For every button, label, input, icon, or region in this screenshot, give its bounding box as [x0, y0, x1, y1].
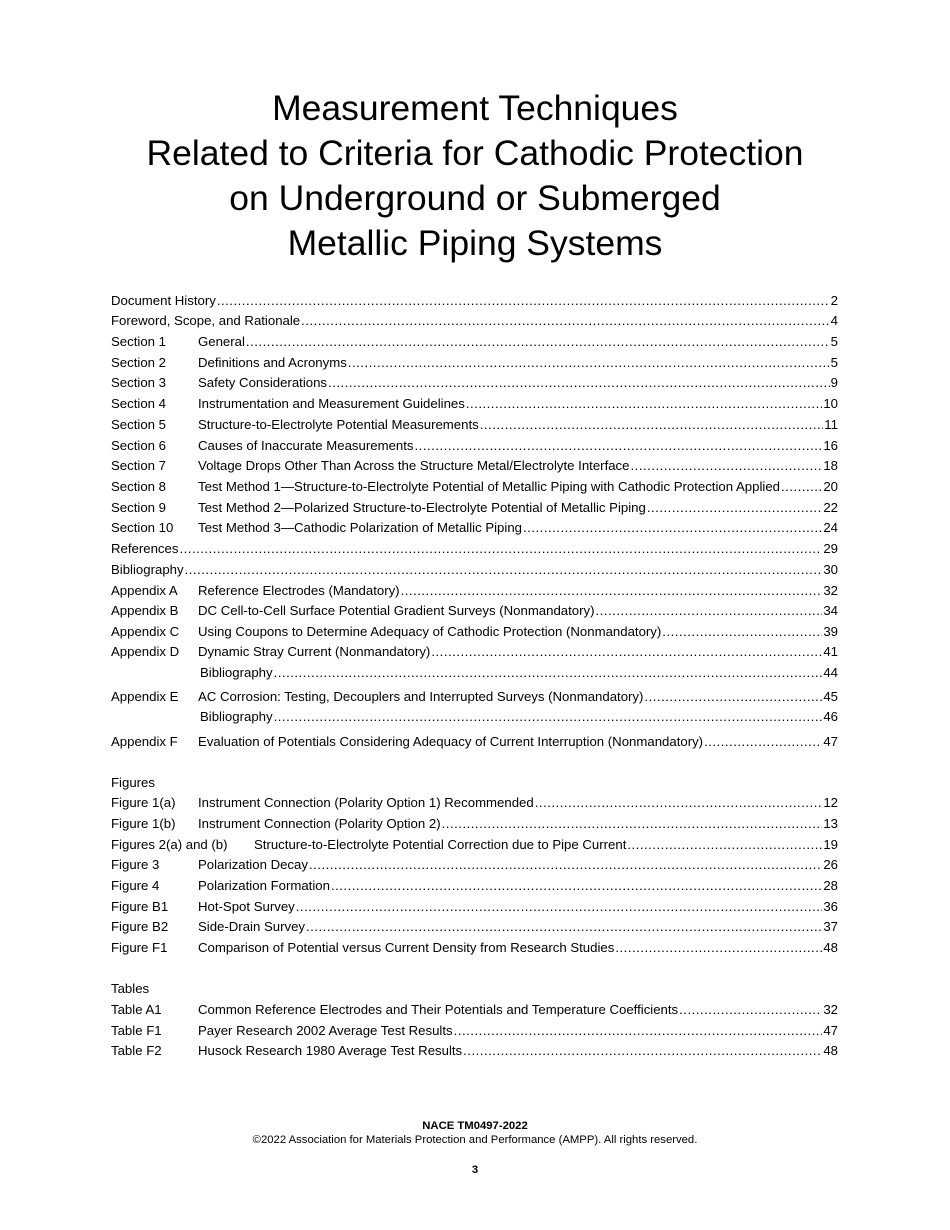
entry-title: Comparison of Potential versus Current Density from Research Studies	[198, 940, 615, 955]
entry-title: Common Reference Electrodes and Their Potentials and Temperature Coefficients	[198, 1002, 679, 1017]
figure-entry[interactable]	[111, 877, 838, 895]
entry-title: Bibliography	[200, 709, 273, 724]
dot-leader	[466, 395, 823, 413]
dot-leader	[627, 836, 822, 854]
dot-leader	[781, 478, 822, 496]
copyright-notice: ©2022 Association for Materials Protection and Performance (AMPP). All rights reserved.	[252, 1134, 698, 1146]
toc-entry[interactable]	[111, 561, 838, 579]
entry-title: Safety Considerations	[198, 375, 328, 390]
figure-entry[interactable]	[111, 918, 838, 936]
entry-label: Appendix F	[111, 734, 178, 749]
entry-title: Husock Research 1980 Average Test Results	[198, 1043, 463, 1058]
entry-page-number: 2	[830, 293, 838, 308]
toc-entry[interactable]	[111, 457, 838, 475]
entry-page-number: 46	[823, 709, 838, 724]
toc-entry[interactable]	[111, 519, 838, 537]
dot-leader	[415, 437, 823, 455]
entry-label: Figures 2(a) and (b)	[111, 837, 228, 852]
entry-page-number: 36	[823, 899, 838, 914]
dot-leader	[679, 1001, 822, 1019]
entry-page-number: 32	[823, 1002, 838, 1017]
dot-leader	[274, 664, 823, 682]
entry-page-number: 13	[823, 816, 838, 831]
dot-leader	[179, 540, 822, 558]
dot-leader	[348, 354, 830, 372]
entry-page-number: 30	[823, 562, 838, 577]
dot-leader	[535, 794, 823, 812]
dot-leader	[185, 561, 823, 579]
toc-entry[interactable]	[111, 540, 838, 558]
title-line: Measurement Techniques	[272, 88, 678, 128]
entry-page-number: 39	[823, 624, 838, 639]
tables-heading: Tables	[111, 981, 150, 996]
entry-title: Using Coupons to Determine Adequacy of Cathodic Protection (Nonmandatory)	[198, 624, 662, 639]
entry-page-number: 48	[823, 1043, 838, 1058]
dot-leader	[301, 312, 830, 330]
toc-entry[interactable]	[111, 478, 838, 496]
figures-heading: Figures	[111, 775, 155, 790]
entry-label: Table F1	[111, 1023, 162, 1038]
entry-title: Side-Drain Survey	[198, 919, 306, 934]
entry-label: Figure 1(b)	[111, 816, 176, 831]
entry-page-number: 9	[830, 375, 838, 390]
entry-label: Section 10	[111, 520, 174, 535]
entry-page-number: 19	[823, 837, 838, 852]
dot-leader	[704, 733, 822, 751]
table-entry[interactable]	[111, 1022, 838, 1040]
entry-page-number: 29	[823, 541, 838, 556]
entry-title: Payer Research 2002 Average Test Results	[198, 1023, 453, 1038]
entry-page-number: 37	[823, 919, 838, 934]
entry-title: Voltage Drops Other Than Across the Structure Metal/Electrolyte Interface	[198, 458, 630, 473]
entry-title: General	[198, 334, 245, 349]
entry-page-number: 41	[823, 644, 838, 659]
dot-leader	[647, 499, 822, 517]
toc-entry[interactable]	[111, 437, 838, 455]
entry-title: Polarization Decay	[198, 857, 308, 872]
entry-page-number: 5	[830, 334, 838, 349]
entry-page-number: 5	[830, 355, 838, 370]
entry-title: Instrument Connection (Polarity Option 1) Recommended	[198, 795, 534, 810]
dot-leader	[615, 939, 822, 957]
entry-page-number: 12	[823, 795, 838, 810]
entry-label: Section 9	[111, 500, 166, 515]
toc-entry[interactable]	[111, 395, 838, 413]
table-entry[interactable]	[111, 1042, 838, 1060]
entry-title: Instrument Connection (Polarity Option 2)	[198, 816, 441, 831]
entry-label: Section 3	[111, 375, 166, 390]
dot-leader	[217, 292, 830, 310]
entry-page-number: 45	[823, 689, 838, 704]
toc-entry[interactable]	[111, 623, 838, 641]
dot-leader	[431, 643, 822, 661]
entry-label: Appendix C	[111, 624, 180, 639]
dot-leader	[309, 856, 822, 874]
entry-page-number: 48	[823, 940, 838, 955]
entry-title: Test Method 1—Structure-to-Electrolyte Potential of Metallic Piping with Cathodic Protection Applied	[198, 479, 780, 494]
toc-entry[interactable]	[111, 333, 838, 351]
dot-leader	[442, 815, 823, 833]
entry-title: Structure-to-Electrolyte Potential Correction due to Pipe Current	[254, 837, 627, 852]
entry-page-number: 26	[823, 857, 838, 872]
entry-page-number: 18	[823, 458, 838, 473]
dot-leader	[480, 416, 824, 434]
title-line: Metallic Piping Systems	[287, 223, 663, 263]
dot-leader	[401, 582, 823, 600]
entry-label: Section 2	[111, 355, 166, 370]
entry-title: Hot-Spot Survey	[198, 899, 295, 914]
entry-label: Table A1	[111, 1002, 162, 1017]
document-title	[0, 86, 950, 266]
entry-label: Figure F1	[111, 940, 168, 955]
entry-title: Evaluation of Potentials Considering Adequacy of Current Interruption (Nonmandatory)	[198, 734, 704, 749]
title-line: Related to Criteria for Cathodic Protection	[146, 133, 804, 173]
toc-entry[interactable]	[111, 499, 838, 517]
entry-title: Structure-to-Electrolyte Potential Measurements	[198, 417, 479, 432]
table-entry[interactable]	[111, 1001, 838, 1019]
entry-label: Figure 1(a)	[111, 795, 176, 810]
entry-page-number: 47	[823, 1023, 838, 1038]
title-line: on Underground or Submerged	[229, 178, 721, 218]
entry-page-number: 24	[823, 520, 838, 535]
entry-title: Dynamic Stray Current (Nonmandatory)	[198, 644, 431, 659]
toc-entry[interactable]	[111, 292, 838, 310]
toc-entry[interactable]	[111, 688, 838, 706]
toc-entry[interactable]	[111, 602, 838, 620]
entry-label: Section 4	[111, 396, 166, 411]
entry-title: Instrumentation and Measurement Guidelines	[198, 396, 465, 411]
entry-title: Definitions and Acronyms	[198, 355, 347, 370]
toc-entry[interactable]	[111, 643, 838, 661]
entry-title: Test Method 2—Polarized Structure-to-Electrolyte Potential of Metallic Piping	[198, 500, 646, 515]
dot-leader	[246, 333, 830, 351]
dot-leader	[296, 898, 823, 916]
toc-entry[interactable]	[111, 582, 838, 600]
dot-leader	[463, 1042, 822, 1060]
entry-label: Appendix D	[111, 644, 180, 659]
dot-leader	[596, 602, 823, 620]
entry-label: Table F2	[111, 1043, 162, 1058]
entry-page-number: 4	[830, 313, 838, 328]
entry-page-number: 20	[823, 479, 838, 494]
toc-entry[interactable]	[111, 664, 838, 682]
entry-label: Section 5	[111, 417, 166, 432]
page-number: 3	[471, 1164, 479, 1176]
toc-entry[interactable]	[111, 416, 838, 434]
dot-leader	[662, 623, 822, 641]
figure-entry[interactable]	[111, 898, 838, 916]
figure-entry[interactable]	[111, 815, 838, 833]
entry-page-number: 44	[823, 665, 838, 680]
entry-page-number: 34	[823, 603, 838, 618]
entry-label: Figure B2	[111, 919, 169, 934]
entry-page-number: 11	[824, 417, 838, 432]
toc-entry[interactable]	[111, 708, 838, 726]
entry-title: Bibliography	[111, 562, 184, 577]
dot-leader	[328, 374, 830, 392]
entry-label: Figure 4	[111, 878, 160, 893]
entry-title: DC Cell-to-Cell Surface Potential Gradient Surveys (Nonmandatory)	[198, 603, 595, 618]
entry-title: Foreword, Scope, and Rationale	[111, 313, 301, 328]
figure-entry[interactable]	[111, 856, 838, 874]
entry-label: Section 6	[111, 438, 166, 453]
toc-entry[interactable]	[111, 374, 838, 392]
toc-entry[interactable]	[111, 733, 838, 751]
entry-page-number: 28	[823, 878, 838, 893]
dot-leader	[306, 918, 822, 936]
dot-leader	[631, 457, 823, 475]
entry-page-number: 22	[823, 500, 838, 515]
toc-entry[interactable]	[111, 354, 838, 372]
entry-title: Polarization Formation	[198, 878, 330, 893]
entry-page-number: 16	[823, 438, 838, 453]
figure-entry[interactable]	[111, 794, 838, 812]
entry-label: Figure 3	[111, 857, 160, 872]
standard-code: NACE TM0497-2022	[422, 1120, 528, 1132]
entry-label: Section 8	[111, 479, 166, 494]
entry-label: Figure B1	[111, 899, 169, 914]
entry-page-number: 10	[823, 396, 838, 411]
entry-page-number: 32	[823, 583, 838, 598]
entry-title: Reference Electrodes (Mandatory)	[198, 583, 400, 598]
entry-label: Section 1	[111, 334, 166, 349]
entry-label: Appendix A	[111, 583, 178, 598]
entry-label: Appendix E	[111, 689, 179, 704]
dot-leader	[644, 688, 822, 706]
toc-entry[interactable]	[111, 312, 838, 330]
entry-title: Bibliography	[200, 665, 273, 680]
figure-entry[interactable]	[111, 836, 838, 854]
entry-title: Causes of Inaccurate Measurements	[198, 438, 414, 453]
entry-title: Test Method 3—Cathodic Polarization of Metallic Piping	[198, 520, 522, 535]
entry-label: Section 7	[111, 458, 166, 473]
entry-label: Appendix B	[111, 603, 179, 618]
entry-title: Document History	[111, 293, 216, 308]
entry-title: References	[111, 541, 179, 556]
dot-leader	[454, 1022, 823, 1040]
dot-leader	[331, 877, 822, 895]
entry-title: AC Corrosion: Testing, Decouplers and Interrupted Surveys (Nonmandatory)	[198, 689, 644, 704]
entry-page-number: 47	[823, 734, 838, 749]
dot-leader	[274, 708, 823, 726]
figure-entry[interactable]	[111, 939, 838, 957]
dot-leader	[523, 519, 822, 537]
